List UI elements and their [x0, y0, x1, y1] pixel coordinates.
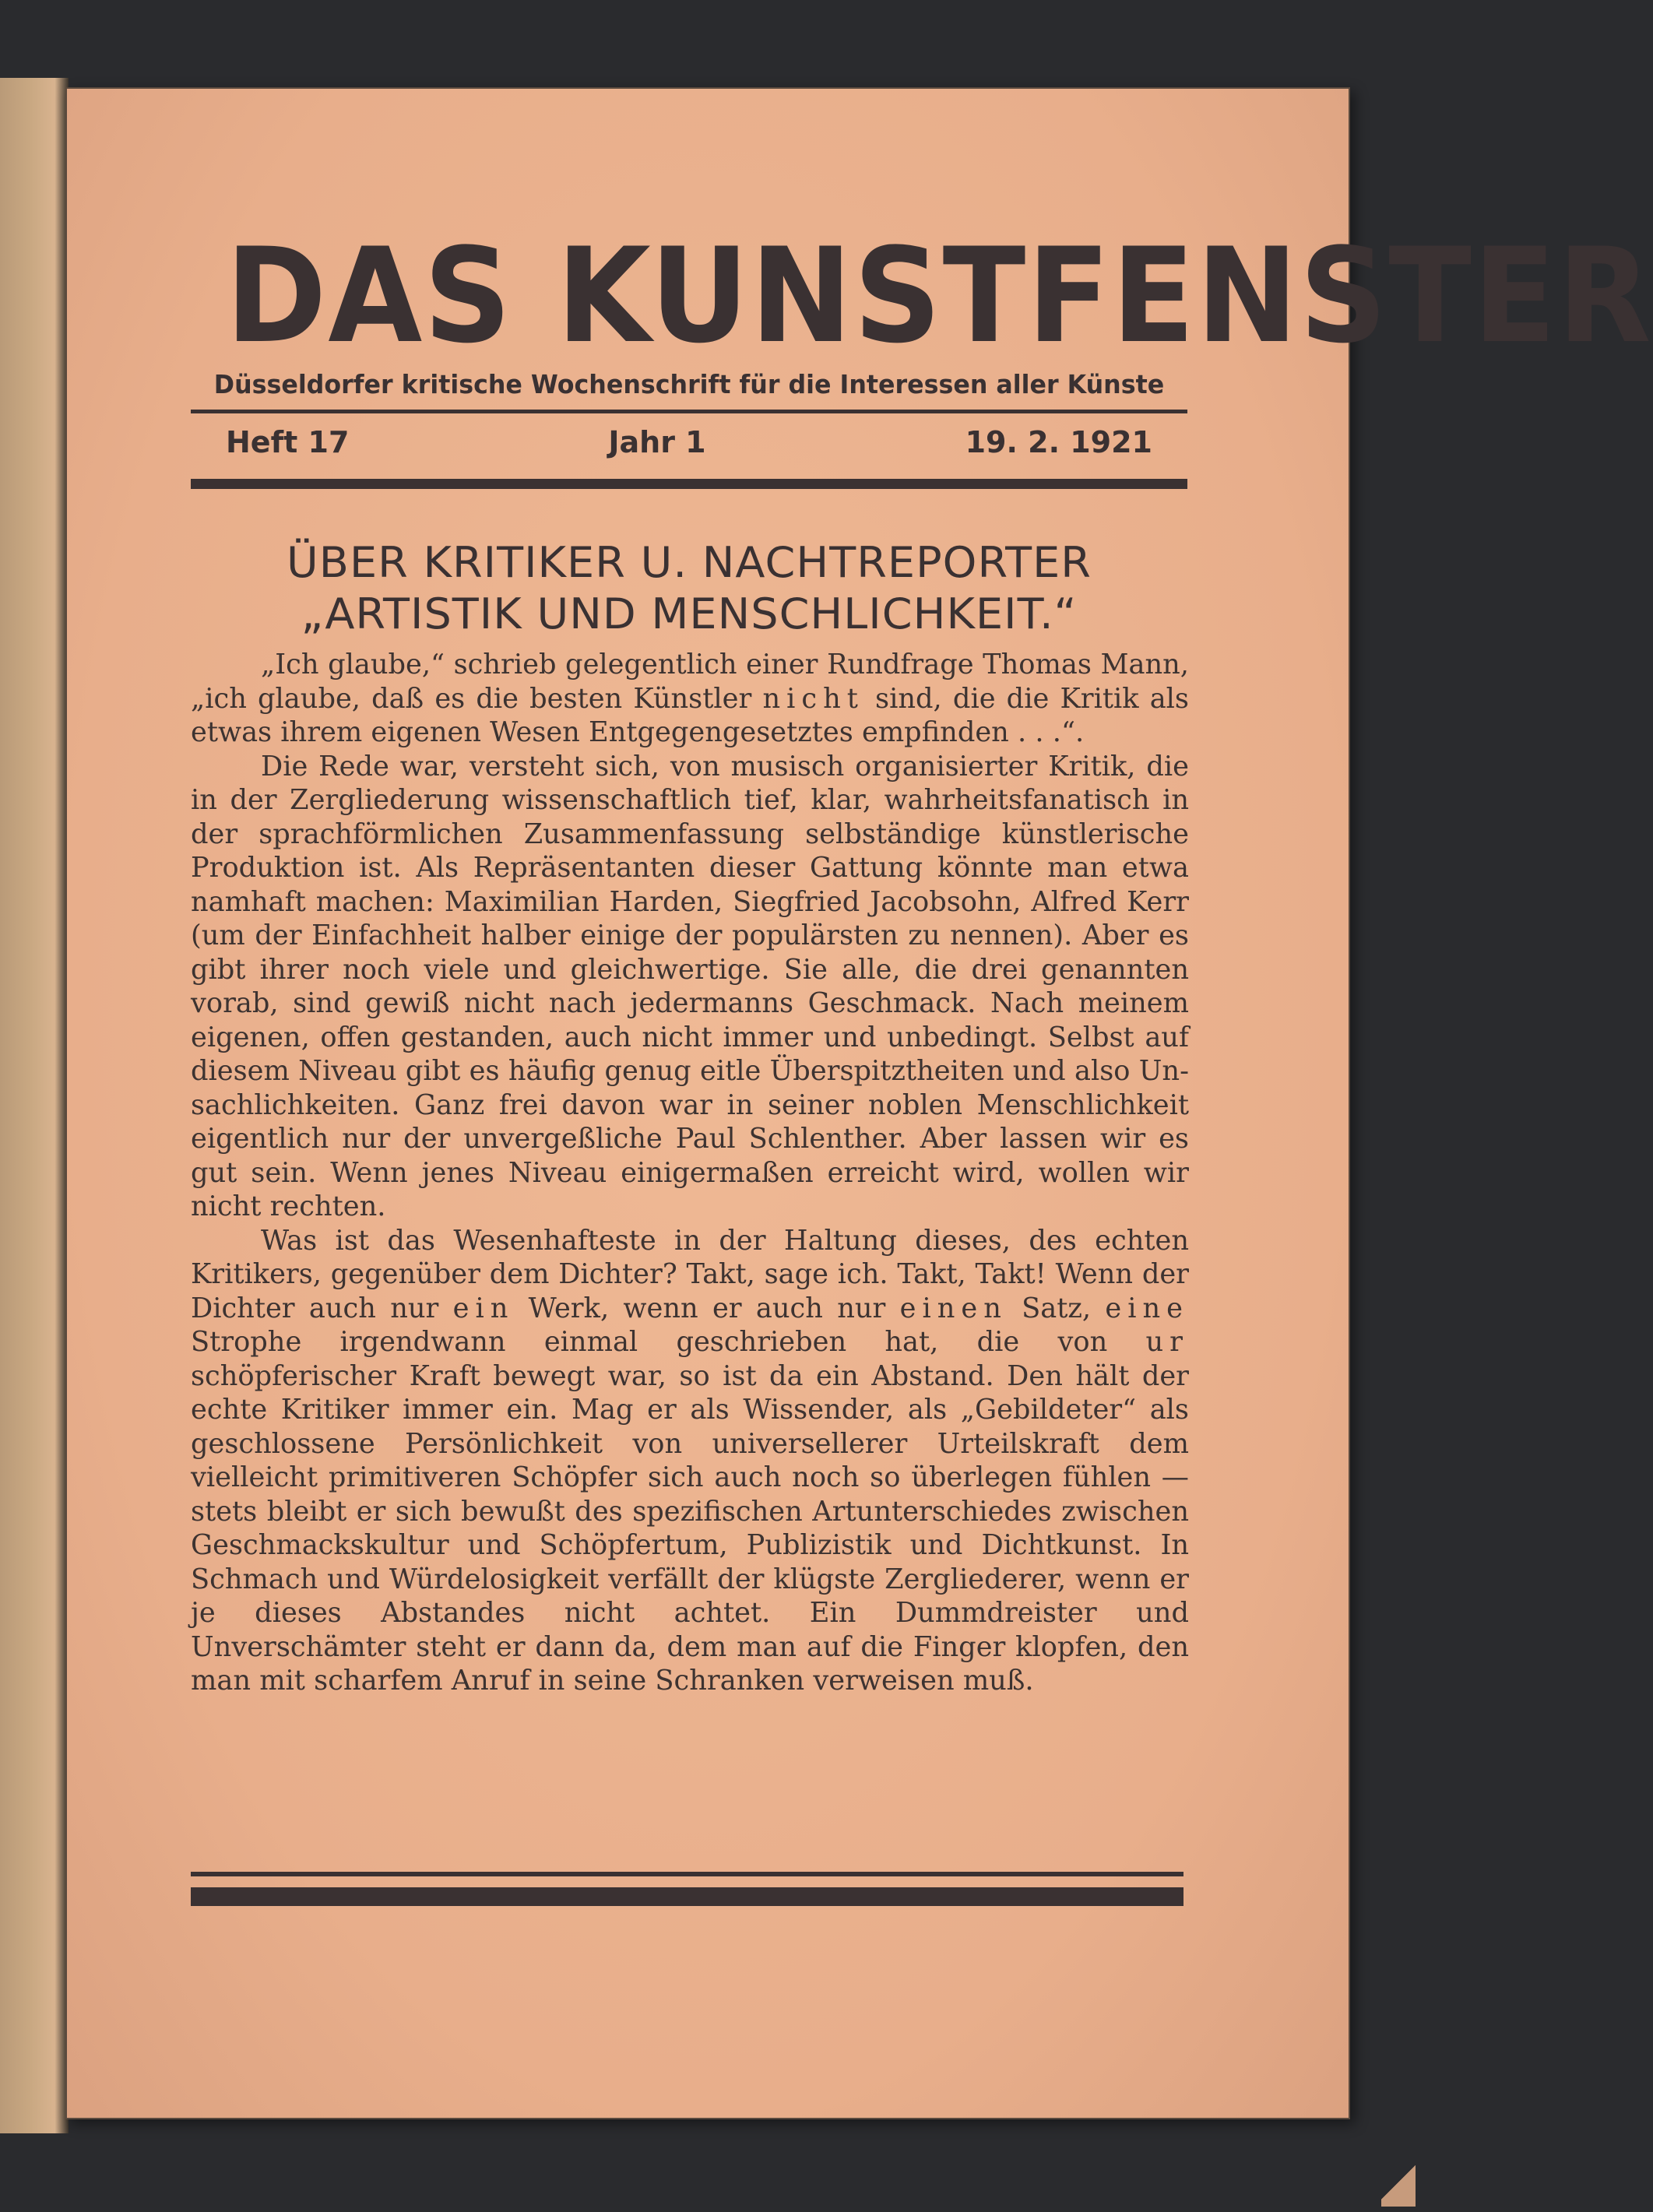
bottom-rules: [191, 1872, 1183, 1906]
text-run: Strophe irgendwann einmal geschrieben hat, die von: [191, 1326, 1146, 1358]
article-paragraph-2: Die Rede war, versteht sich, von musisch organisierter Kritik, die in der Zergliederung wissenschaftlich tief, klar, wahrheitsfanatisch in der sprachförmlichen Zusammenfassung selbständige künstlerische Produktion ist. Als Repräsentanten dieser Gattung könnte man etwa namhaft machen: Maximilian Harden, Siegfried Jacobsohn, Alfred Kerr (um der Einfachheit halber einige der populärsten zu nennen). Aber es gibt ihrer noch viele und gleichwertige. Sie alle, die drei genannten vorab, sind gewiß nicht nach jedermanns Geschmack. Nach meinem eigenen, offen gestanden, auch nicht immer und unbedingt. Selbst auf diesem Niveau gibt es häufig genug eitle Überspitztheiten und also Unsachlichkeiten. Ganz frei davon war in seiner noblen Menschlichkeit eigentlich nur der unvergeßliche Paul Schlenther. Aber lassen wir es gut sein. Wenn jenes Niveau einigermaßen erreicht wird, wollen wir nicht rechten.: [191, 750, 1189, 1222]
text-run: Werk, wenn er auch nur: [514, 1292, 900, 1324]
text-run: Satz,: [1007, 1292, 1106, 1324]
text-run: „Ich glaube,“ schrieb gelegentlich einer Rundfrage Thomas Mann, „ich glaube, daß es die besten Künstler: [191, 649, 1189, 715]
article-headline: [191, 537, 1187, 640]
emphasis: einen: [899, 1292, 1008, 1324]
masthead: [191, 220, 1653, 489]
text-run: schöpferischer Kraft bewegt war, so ist da ein Abstand. Den hält der echte Kritiker immer ein. Mag er als Wissender, als „Gebildeter“ als geschlossene Persönlichkeit von universellerer Urteilskraft dem vielleicht primitiveren Schöpfer sich auch noch so überlegen fühlen — stets bleibt er sich bewußt des spezifischen Artunterschiedes zwischen Geschmackskultur und Schöpfertum, Publizistik und Dichtkunst. In Schmach und Würdelosigkeit verfällt der klügste Zergliederer, wenn er je dieses Abstandes nicht achtet. Ein Dummdreister und Unverschämter steht er dann da, dem man auf die Finger klopfen, den man mit scharfem Anruf in seine Schranken verweisen muß.: [191, 1359, 1189, 1697]
issue-date: 19. 2. 1921: [965, 425, 1152, 459]
issue-number: Heft 17: [226, 425, 350, 459]
masthead-rule-bottom: [191, 479, 1187, 489]
article-paragraph-3: [191, 1224, 1189, 1698]
emphasis: eine: [1105, 1292, 1189, 1324]
text-run: Was ist das Wesenhafteste in der Haltung dieses, des echten Kritikers, gegenüber dem Dichter? Takt, sage ich. Takt, Takt! Wenn der Dichter auch nur: [191, 1224, 1189, 1324]
bottom-rule-thin: [191, 1872, 1183, 1876]
magazine-subtitle: Düsseldorfer kritische Wochenschrift für die Interessen aller Künste: [213, 369, 1165, 399]
article-paragraph-1: [191, 648, 1189, 750]
issue-year: Jahr 1: [608, 425, 706, 459]
article-body: [191, 648, 1189, 1698]
issue-info: [191, 413, 1187, 469]
headline-line-2: „ARTISTIK UND MENSCHLICHKEIT.“: [301, 589, 1078, 638]
left-page-edge: [0, 78, 69, 2133]
text-run: sind, die die Kritik als etwas ihrem eigenen Wesen Entgegengesetztes empfinden . . .“.: [191, 682, 1189, 748]
page-corner: [1381, 2158, 1416, 2207]
bottom-rule-thick: [191, 1887, 1183, 1906]
magazine-title: DAS KUNSTFENSTER: [225, 220, 1653, 372]
emphasis: nicht: [762, 682, 864, 715]
emphasis: ein: [452, 1292, 515, 1324]
emphasis: ur: [1145, 1326, 1189, 1358]
headline-line-1: ÜBER KRITIKER U. NACHTREPORTER: [287, 538, 1092, 587]
